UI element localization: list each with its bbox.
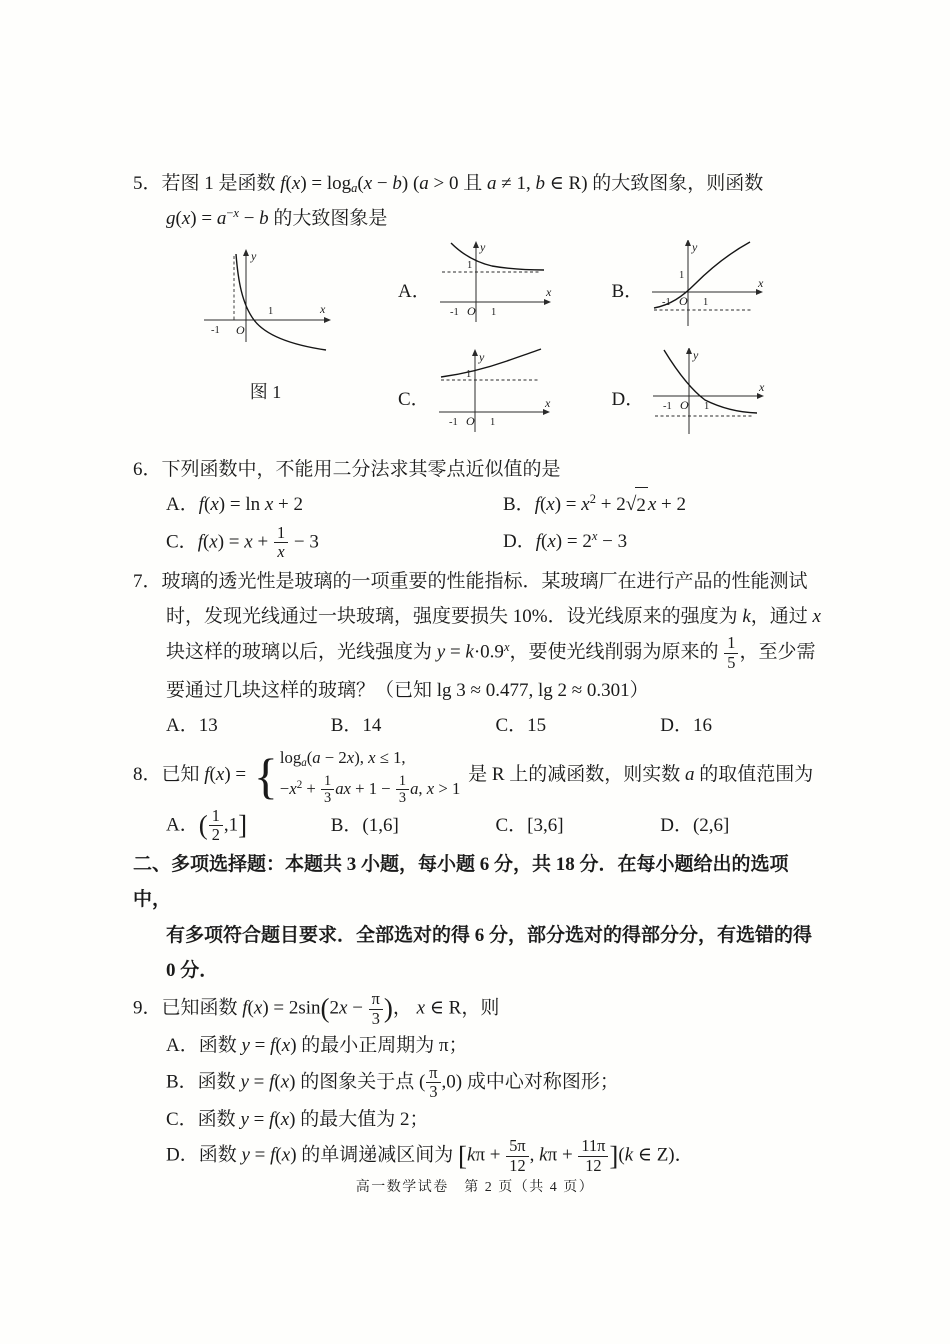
qb-y-axis-label: y xyxy=(692,240,698,255)
q7-option-c: C．15 xyxy=(495,715,547,737)
q6-option-d: D．$f(x) = 2^x - 3$ xyxy=(503,528,628,552)
q5-option-c-graph xyxy=(435,348,553,446)
q7-line-1: 7．玻璃的透光性是玻璃的一项重要的性能指标．某玻璃厂在进行产品的性能测试 xyxy=(133,571,808,593)
q7-option-a: A．13 xyxy=(166,715,218,737)
q9-option-d: D．函数 y = f(x) 的单调递减区间为 [kπ + $\frac{5\pi}{12}$ , kπ + $\frac{11\pi}{12}$ ](k ∈ Z)． xyxy=(166,1136,694,1176)
question-8 xyxy=(133,745,825,845)
q7-line-4: 要通过几块这样的玻璃？（已知 lg 3 ≈ 0.477, lg 2 ≈ 0.301） xyxy=(166,679,649,701)
q7-line-3: 块这样的玻璃以后，光线强度为 $y = k\cdot 0.9^x$，要使光线削弱为原来的 $\frac{1}{5}$ ，至少需 xyxy=(166,633,816,673)
q8-option-a: A．( $\frac{1}{2}$ ,1] xyxy=(166,805,248,845)
q7-line-2: 时，发现光线通过一块玻璃，强度要损失 10%．设光线原来的强度为 k，通过 x xyxy=(166,606,821,628)
qc-tick-y1: 1 xyxy=(465,369,471,381)
qa-tick-y1: 1 xyxy=(466,260,472,272)
fig1-tick-1: 1 xyxy=(268,306,274,318)
section-2-line-2: 有多项符合题目要求．全部选对的得 6 分，部分选对的得部分分，有选错的得 xyxy=(166,924,813,946)
q5-option-a xyxy=(398,240,612,338)
q8-options-row xyxy=(133,807,825,846)
q7-option-d: D．16 xyxy=(660,715,712,737)
q8-option-b: B．(1,6] xyxy=(330,815,399,837)
q6-options-row-1 xyxy=(133,487,825,523)
q8-stem: 8．已知 f(x) = { $\log_a(a - 2x)$, x ≤ 1, $-x^2$ + $\frac{1}{3}$ ax + 1 − $\frac{1}{3}$ a, x > 1 是 R 上的减函数，则实数 a 的取值范围为 xyxy=(133,747,814,807)
q9-option-a: A．函数 y = f(x) 的最小正周期为 π； xyxy=(166,1035,468,1057)
page-footer: 高一数学试卷 第 2 页（共 4 页） xyxy=(355,1180,595,1195)
q5-option-d-graph xyxy=(649,348,767,446)
qb-tick-neg1: -1 xyxy=(662,297,671,309)
fig1-origin-label: O xyxy=(236,323,245,338)
q6-option-c: C．f(x) = x + $\frac{1}{x}$ − 3 xyxy=(166,522,319,562)
qd-tick-neg1: -1 xyxy=(663,401,672,413)
q9-stem: 9．已知函数 f(x) = 2sin(2x − $\frac{\pi}{3}$ )， x ∈ R，则 xyxy=(133,988,500,1028)
qa-tick-neg1: -1 xyxy=(449,307,459,319)
q5-figures xyxy=(133,240,825,446)
qd-origin-label: O xyxy=(680,398,689,413)
section-2-line-3: 0 分． xyxy=(166,959,219,981)
q5-option-c xyxy=(398,348,612,446)
q7-options-row xyxy=(133,708,825,743)
q8-option-c: C．[3,6] xyxy=(495,815,564,837)
q5-line-2: $g(x) = a^{-x} - b$ 的大致图象是 xyxy=(166,206,388,230)
q9-option-c: C．函数 y = f(x) 的最大值为 2； xyxy=(166,1109,429,1131)
qc-tick-1: 1 xyxy=(489,417,495,429)
question-9 xyxy=(133,990,825,1176)
q5-option-b xyxy=(612,240,826,338)
qb-tick-y1: 1 xyxy=(679,270,685,282)
qd-y-axis-label: y xyxy=(693,348,699,363)
q5-option-a-graph xyxy=(436,240,554,338)
qc-origin-label: O xyxy=(465,414,475,429)
question-7 xyxy=(133,564,825,743)
q6-stem: 6．下列函数中，不能用二分法求其零点近似值的是 xyxy=(133,459,561,481)
fig1-tick-neg1: -1 xyxy=(211,325,220,337)
q5-option-d xyxy=(612,348,826,446)
qb-x-axis-label: x xyxy=(758,276,764,291)
page-content xyxy=(133,166,825,1178)
qc-tick-neg1: -1 xyxy=(448,417,458,429)
figure-1-graph xyxy=(198,246,333,364)
q6-option-b: B．$f(x) = x^2 + 2$ √ 2 x + 2 xyxy=(503,487,686,523)
qb-origin-label: O xyxy=(679,294,688,309)
fig1-y-axis-label: y xyxy=(251,249,257,264)
section-2-line-1: 二、多项选择题：本题共 3 小题，每小题 6 分，共 18 分．在每小题给出的选项中， xyxy=(133,854,789,911)
q5-line-1: 5．若图 1 是函数 $f(x) = \log_a(x - b) (a > 0$ 且 a ≠ 1, b ∈ R) 的大致图象，则函数 xyxy=(133,173,764,196)
qa-origin-label: O xyxy=(466,304,476,319)
q5-option-graphs xyxy=(398,240,825,446)
q5-option-a-label: A． xyxy=(398,280,431,302)
qa-y-axis-label: y xyxy=(479,240,486,255)
qa-x-axis-label: x xyxy=(545,285,552,300)
qc-x-axis-label: x xyxy=(544,396,551,411)
qa-tick-1: 1 xyxy=(490,307,496,319)
question-6 xyxy=(133,452,825,562)
qc-y-axis-label: y xyxy=(478,350,485,365)
q5-option-c-label: C． xyxy=(398,388,430,410)
question-5 xyxy=(133,166,825,446)
qb-tick-1: 1 xyxy=(703,297,709,309)
qd-x-axis-label: x xyxy=(759,380,765,395)
q6-options-row-2 xyxy=(133,524,825,563)
q5-option-d-label: D． xyxy=(611,388,645,410)
q5-option-b-graph xyxy=(648,240,766,338)
fig1-x-axis-label: x xyxy=(320,302,326,317)
q5-option-b-label: B． xyxy=(611,280,644,302)
qd-tick-1: 1 xyxy=(704,401,710,413)
q9-option-b: B．函数 y = f(x) 的图象关于点 ( $\frac{\pi}{3}$ ,0) 成中心对称图形； xyxy=(166,1062,619,1102)
q8-option-d: D．(2,6] xyxy=(660,815,730,837)
figure-1-caption: 图 1 xyxy=(249,382,282,403)
figure-1 xyxy=(133,240,398,446)
q6-option-a: A．f(x) = ln x + 2 xyxy=(166,494,304,516)
q7-option-b: B．14 xyxy=(330,715,382,737)
section-2-header xyxy=(133,847,825,988)
